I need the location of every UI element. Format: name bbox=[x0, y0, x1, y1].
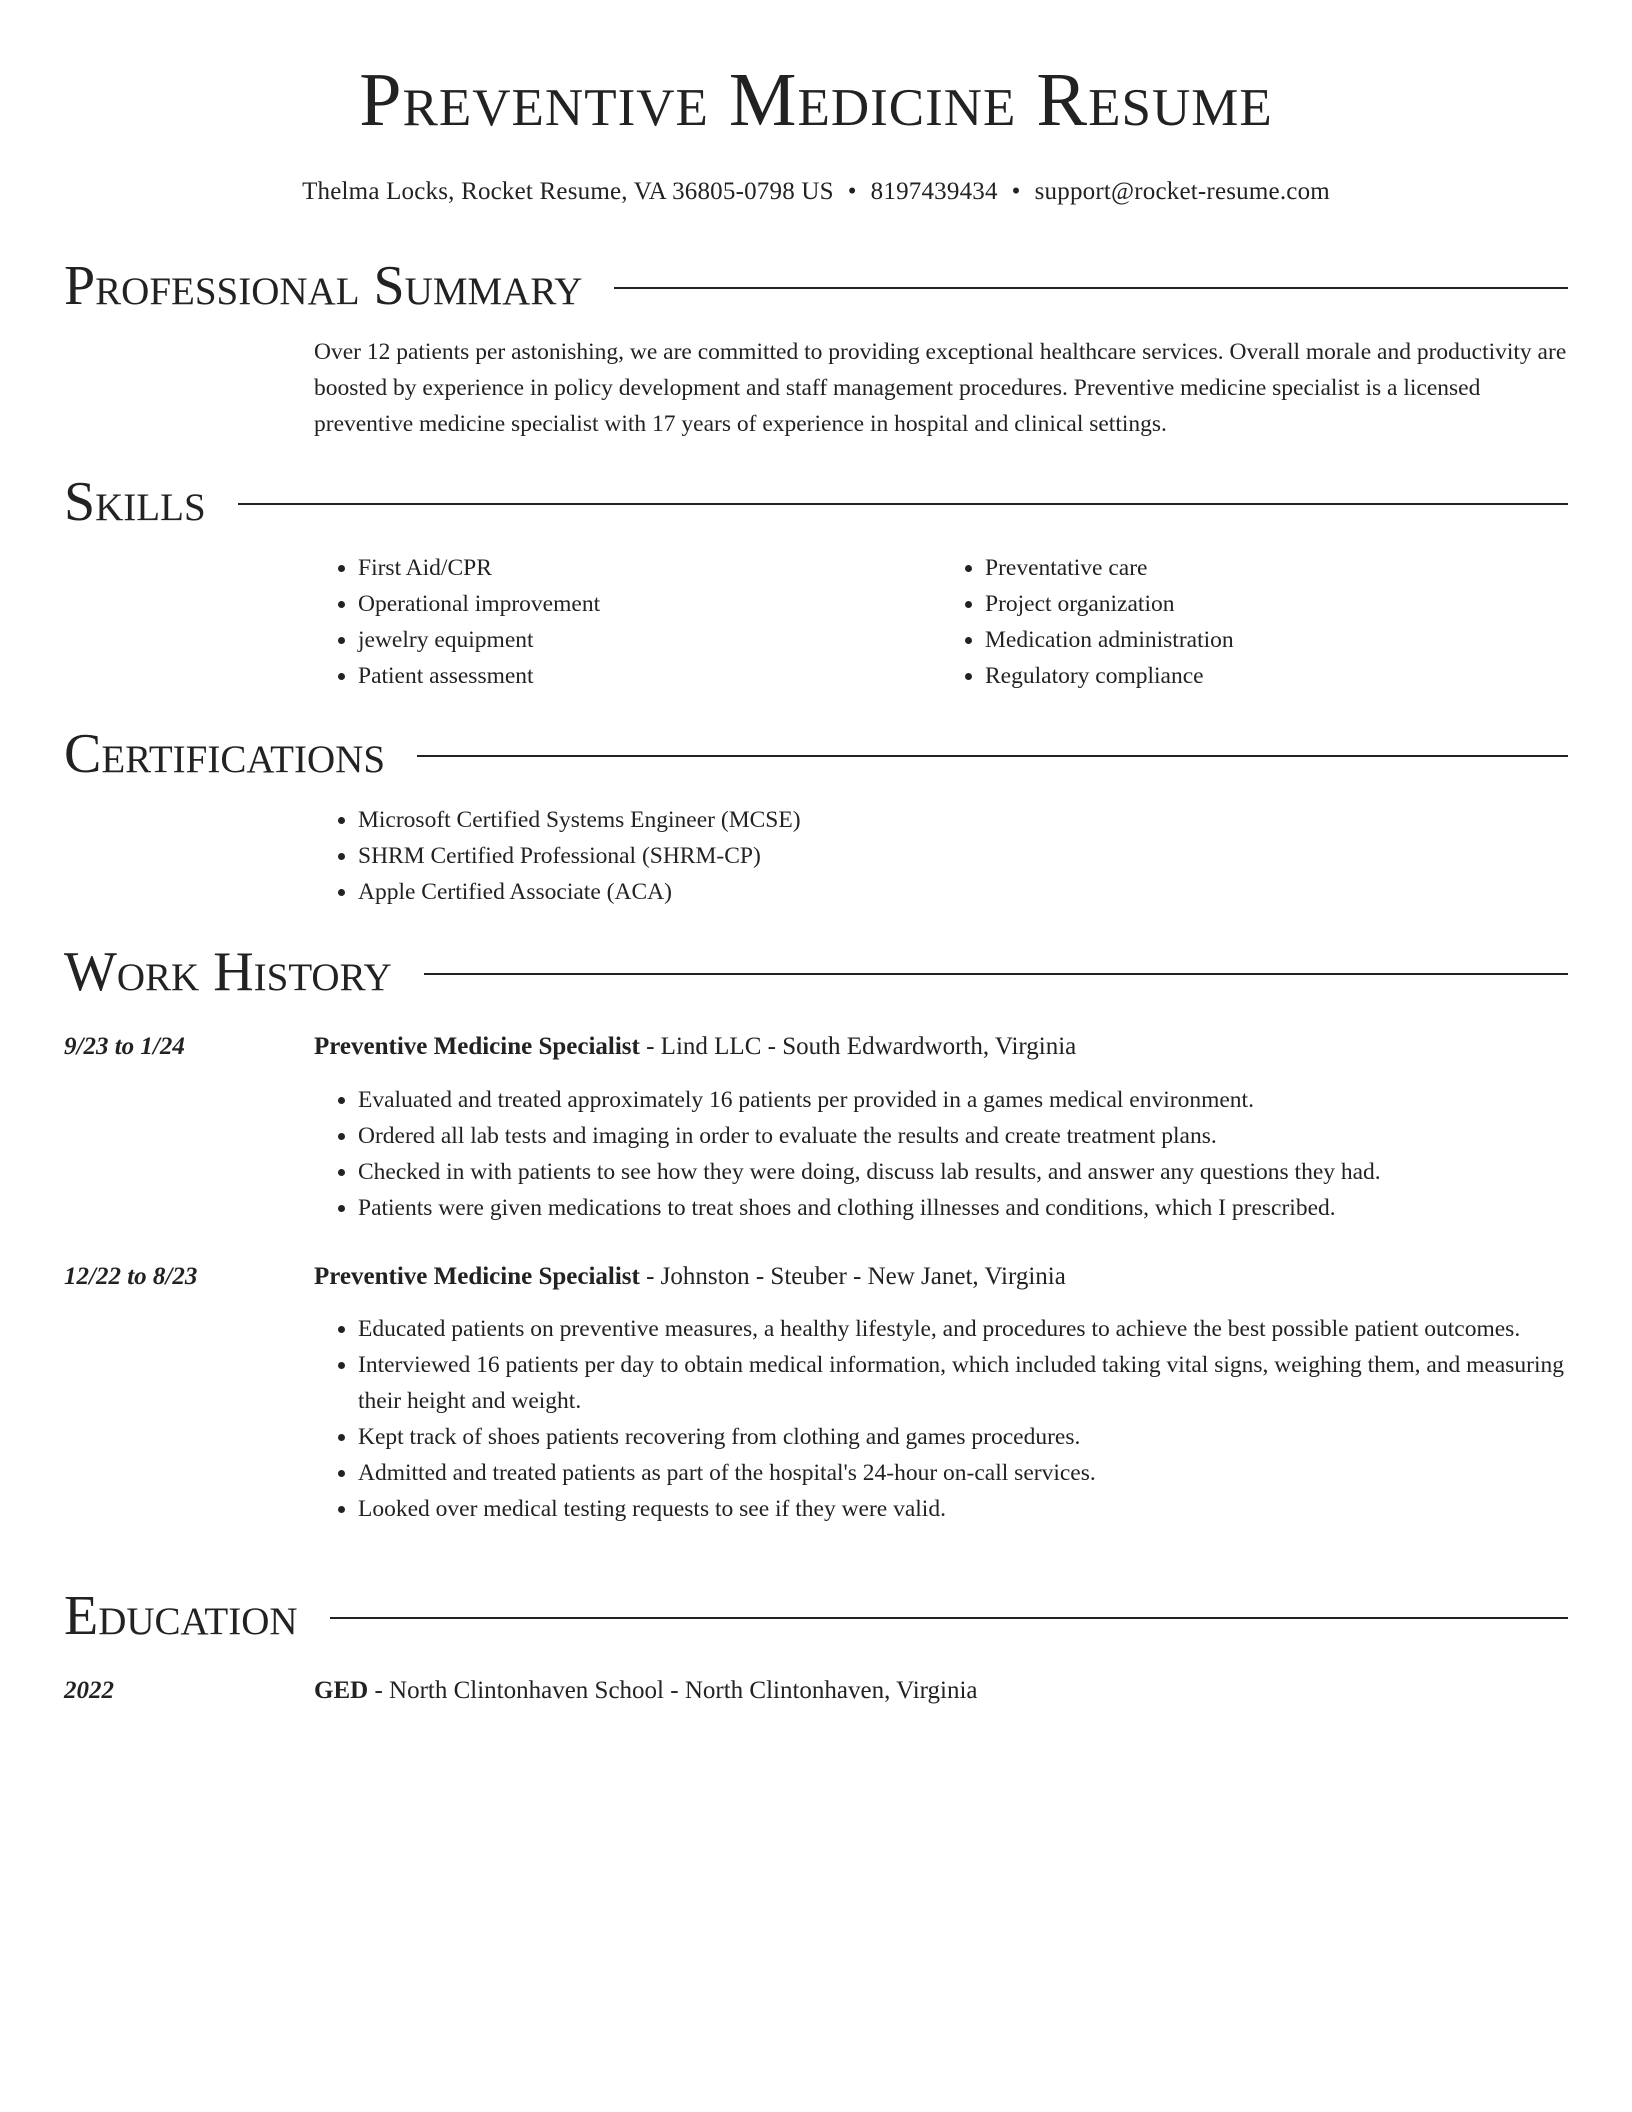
section-header-certifications bbox=[64, 722, 1568, 786]
job-bullet: • Checked in with patients to see how they were doing, discuss lab results, and answer any questions they had. bbox=[358, 1154, 1568, 1190]
job-bullet: • Admitted and treated patients as part of the hospital's 24-hour on-call services. bbox=[358, 1455, 1568, 1491]
job-dates: 12/22 to 8/23 bbox=[64, 1263, 198, 1290]
section-title-skills: Skills bbox=[64, 471, 206, 533]
section-header-skills bbox=[64, 470, 1568, 534]
job-bullet: • Kept track of shoes patients recovering from clothing and games procedures. bbox=[358, 1419, 1568, 1455]
job-bullets bbox=[314, 1311, 1568, 1527]
job-heading bbox=[314, 1029, 1568, 1065]
skills-list-left bbox=[314, 550, 941, 694]
job-heading bbox=[314, 1259, 1568, 1295]
education-heading bbox=[314, 1673, 1568, 1709]
job-bullet: • Evaluated and treated approximately 16 patients per provided in a games medical environment. bbox=[358, 1082, 1568, 1118]
job-bullets bbox=[314, 1082, 1568, 1226]
section-header-work-history bbox=[64, 940, 1568, 1004]
skill-item: • jewelry equipment bbox=[358, 622, 941, 658]
skill-item: • Patient assessment bbox=[358, 658, 941, 694]
job-bullets-block bbox=[314, 1082, 1568, 1226]
job-dates: 9/23 to 1/24 bbox=[64, 1033, 185, 1060]
certification-item: • SHRM Certified Professional (SHRM-CP) bbox=[358, 838, 1568, 874]
education-school: - North Clintonhaven School - North Clintonhaven, Virginia bbox=[368, 1677, 978, 1704]
job-employer: - Johnston - Steuber - New Janet, Virginia bbox=[639, 1263, 1066, 1290]
certifications-block bbox=[314, 802, 1568, 910]
section-title-certifications: Certifications bbox=[64, 723, 386, 785]
skill-item: • Medication administration bbox=[985, 622, 1568, 658]
section-header-summary bbox=[64, 254, 1568, 318]
contact-separator: • bbox=[1011, 178, 1021, 205]
section-divider bbox=[238, 503, 1568, 505]
job-bullet: • Looked over medical testing requests to see if they were valid. bbox=[358, 1491, 1568, 1527]
summary-block bbox=[314, 334, 1568, 442]
summary-text: Over 12 patients per astonishing, we are committed to providing exceptional healthcare services. Overall morale and productivity are boosted by experience in policy development and staff management procedures. Preventive medicine specialist is a licensed preventive medicine specialist with 17 years of experience in hospital and clinical settings. bbox=[314, 339, 1567, 437]
section-divider bbox=[614, 287, 1568, 289]
certification-item: • Microsoft Certified Systems Engineer (MCSE) bbox=[358, 802, 1568, 838]
section-title-summary: Professional Summary bbox=[64, 255, 583, 317]
contact-separator: • bbox=[847, 178, 857, 205]
skill-item: • Project organization bbox=[985, 586, 1568, 622]
job-bullet: • Patients were given medications to treat shoes and clothing illnesses and conditions, which I prescribed. bbox=[358, 1190, 1568, 1226]
skill-item: • Preventative care bbox=[985, 550, 1568, 586]
education-degree: GED bbox=[314, 1677, 369, 1704]
section-divider bbox=[424, 973, 1568, 975]
contact-address: Thelma Locks, Rocket Resume, VA 36805-0798 US bbox=[302, 178, 834, 205]
education-year: 2022 bbox=[64, 1677, 114, 1704]
certifications-list bbox=[314, 802, 1568, 910]
skill-item: • First Aid/CPR bbox=[358, 550, 941, 586]
contact-email: support@rocket-resume.com bbox=[1034, 178, 1330, 205]
skills-block bbox=[314, 550, 1568, 694]
job-title: Preventive Medicine Specialist bbox=[314, 1033, 640, 1060]
job-bullet: • Ordered all lab tests and imaging in order to evaluate the results and create treatment plans. bbox=[358, 1118, 1568, 1154]
section-divider bbox=[330, 1617, 1568, 1619]
page-title: Preventive Medicine Resume bbox=[359, 58, 1273, 142]
job-bullet: • Interviewed 16 patients per day to obtain medical information, which included taking vital signs, weighing them, and measuring their height and weight. bbox=[358, 1347, 1568, 1419]
section-divider bbox=[417, 755, 1568, 757]
job-title: Preventive Medicine Specialist bbox=[314, 1263, 640, 1290]
skill-item: • Operational improvement bbox=[358, 586, 941, 622]
section-header-education bbox=[64, 1584, 1568, 1648]
contact-line bbox=[64, 176, 1568, 208]
job-bullets-block bbox=[314, 1311, 1568, 1527]
skill-item: • Regulatory compliance bbox=[985, 658, 1568, 694]
section-title-education: Education bbox=[64, 1585, 298, 1647]
certification-item: • Apple Certified Associate (ACA) bbox=[358, 874, 1568, 910]
job-bullet: • Educated patients on preventive measures, a healthy lifestyle, and procedures to achieve the best possible patient outcomes. bbox=[358, 1311, 1568, 1347]
skills-list-right bbox=[941, 550, 1568, 694]
contact-phone: 8197439434 bbox=[870, 178, 998, 205]
section-title-work-history: Work History bbox=[64, 941, 392, 1003]
job-employer: - Lind LLC - South Edwardworth, Virginia bbox=[639, 1033, 1077, 1060]
